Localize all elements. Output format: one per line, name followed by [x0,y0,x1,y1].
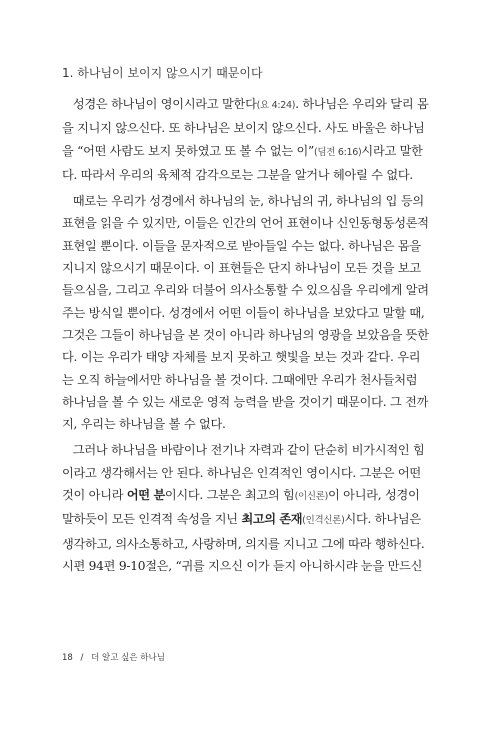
text-span: 시다. 하나님은 [344,512,421,527]
page-footer [62,651,170,663]
annotation-text: (인격신론) [302,515,345,527]
page-number: 18 [62,653,73,663]
book-title: 더 알고 싶은 하나님 [91,653,165,663]
paragraph-2-line-4: 지니지 않으시기 때문이다. 이 표현들은 단지 하나님이 모든 것을 보고 [62,261,421,276]
paragraph-3-line-4 [62,508,440,532]
paragraph-2-line-1 [62,190,440,212]
paragraph-2-line-6: 주는 방식일 뿐이다. 성경에서 어떤 이들이 하나님을 보았다고 말할 때, [62,305,425,320]
paragraph-2-line-7: 그것은 그들이 하나님을 본 것이 아니라 하나님의 영광을 보았음을 뜻한 [62,327,429,342]
paragraph-3-line-6: 시편 94편 9-10절은, “귀를 지으신 이가 듣지 아니하시랴 눈을 만드신 [62,558,423,573]
paragraph-1-line-3 [62,140,440,164]
paragraph-2-line-9: 는 오직 하늘에서만 하나님을 볼 것이다. 그때에만 우리가 천사들처럼 [62,372,418,387]
text-span: 말하듯이 모든 인격적 속성을 지닌 [62,512,242,527]
text-span: 그러나 하나님을 바람이나 전기나 자력과 같이 단순히 비가시적인 힘 [72,443,425,458]
emphasis-text: 최고의 존재 [241,512,303,527]
paragraph-3-line-5: 생각하고, 의사소통하고, 사랑하며, 의지를 지니고 그에 따라 행하신다. [62,536,425,551]
paragraph-2-line-10: 하나님을 볼 수 있는 새로운 영적 능력을 받을 것이기 때문이다. 그 전까 [62,394,429,409]
footer-separator: / [80,653,84,663]
paragraph-3-line-1 [62,439,440,461]
text-span: 을 “어떤 사람도 보지 못하였고 또 볼 수 없는 이” [62,143,314,158]
text-span: . 하나님은 우리와 달리 몸 [295,97,429,111]
paragraph-1-line-4: 다. 따라서 우리의 육체적 감각으로는 그분을 알거나 헤아릴 수 없다. [62,167,413,182]
text-span: 이 아니라, 성경이 [328,488,420,503]
scripture-reference: (요 4:24) [256,100,296,111]
paragraph-1-line-2: 을 지니지 않으신다. 또 하나님은 보이지 않으신다. 사도 바울은 하나님 [62,121,425,136]
paragraph-2-line-2: 표현을 읽을 수 있지만, 이들은 인간의 언어 표현이나 신인동형동성론적 [62,216,429,231]
text-span: 때로는 우리가 성경에서 하나님의 눈, 하나님의 귀, 하나님의 입 등의 [72,194,424,209]
paragraph-2-line-8: 다. 이는 우리가 태양 자체를 보지 못하고 햇빛을 보는 것과 같다. 우리 [62,350,421,365]
text-span: 이시다. 그분은 최고의 힘 [164,488,295,503]
paragraph-1-line-1 [62,93,440,117]
body-text [62,93,440,577]
paragraph-2-line-5: 들으심을, 그리고 우리와 더불어 의사소통할 수 있으심을 우리에게 알려 [62,283,429,298]
scripture-reference: (딤전 6:16) [314,146,362,158]
annotation-text: (이신론) [294,491,329,503]
emphasis-text: 어떤 분 [126,488,165,503]
paragraph-3-line-2: 이라고 생각해서는 안 된다. 하나님은 인격적인 영이시다. 그분은 어떤 [62,465,421,480]
paragraph-2-line-3: 표현일 뿐이다. 이들을 문자적으로 받아들일 수는 없다. 하나님은 몸을 [62,238,421,253]
paragraph-3-line-3 [62,484,440,508]
text-span: 성경은 하나님이 영이시라고 말한다 [72,97,257,111]
section-heading: 1. 하나님이 보이지 않으시기 때문이다 [62,66,263,80]
text-span: 시라고 말한 [361,143,423,158]
paragraph-2-line-11: 지, 우리는 하나님을 볼 수 없다. [62,417,226,432]
text-span: 것이 아니라 [62,488,127,503]
